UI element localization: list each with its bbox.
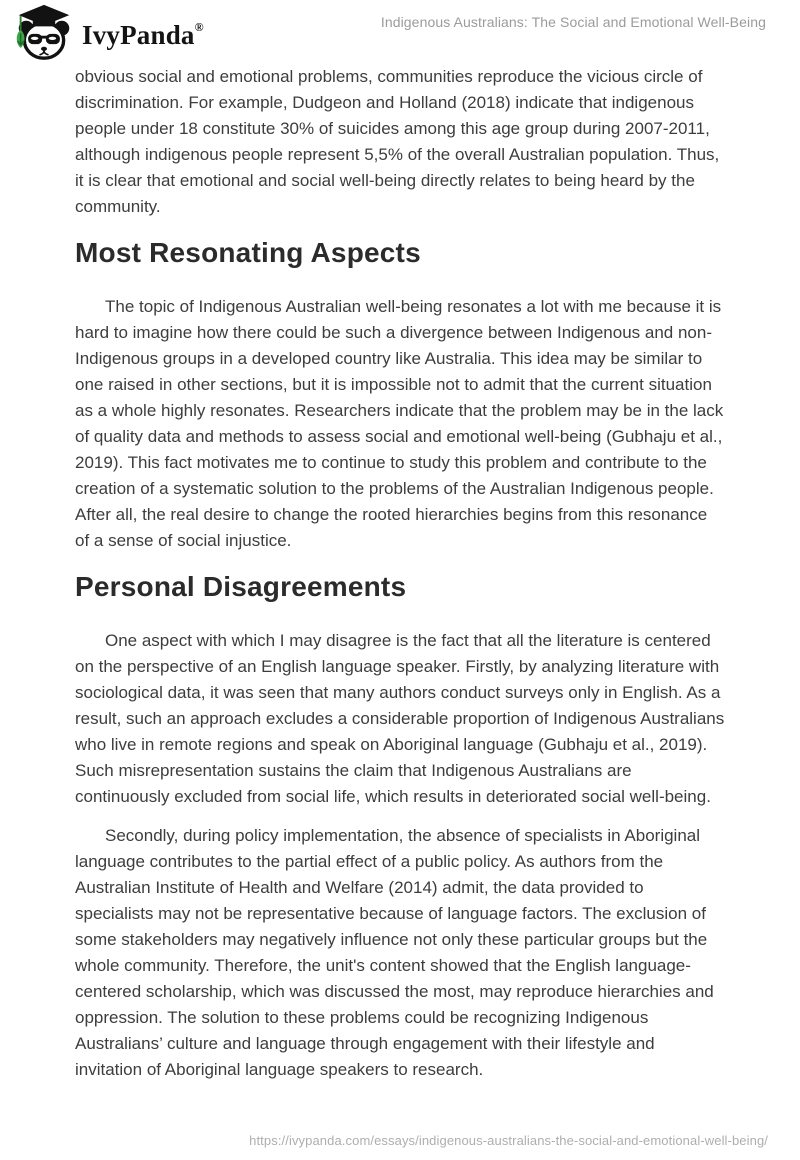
section-heading-most-resonating-aspects: Most Resonating Aspects (75, 237, 421, 268)
essay-content (75, 64, 725, 1096)
essay-paragraph: Secondly, during policy implementation, the absence of specialists in Aboriginal language contributes to the partial effect of a public policy. As authors from the Australian Institute of Health and Welfare (2014) admit, the data provided to specialists may not be representative because of language factors. The exclusion of some stakeholders may negatively influence not only these particular groups but the whole community. Therefore, the unit's content showed that the English language-centered scholarship, which was discussed the most, may reproduce hierarchies and oppression. The solution to these problems could be recognizing Indigenous Australians’ culture and language through engagement with their lifestyle and invitation of Aboriginal language speakers to research. (75, 826, 714, 1079)
essay-paragraph-continuation: obvious social and emotional problems, communities reproduce the vicious circle of discrimination. For example, Dudgeon and Holland (2018) indicate that indigenous people under 18 constitute 30% of suicides among this age group during 2007-2011, although indigenous people represent 5,5% of the overall Australian population. Thus, it is clear that emotional and social well-being directly relates to being heard by the community. (75, 67, 720, 216)
section-heading-personal-disagreements: Personal Disagreements (75, 571, 407, 602)
registered-trademark-symbol: ® (194, 20, 204, 34)
document-title: Indigenous Australians: The Social and Emotional Well-Being (380, 14, 766, 30)
source-url: https://ivypanda.com/essays/indigenous-australians-the-social-and-emotional-well-being/ (249, 1133, 768, 1148)
brand-wordmark (82, 15, 204, 49)
essay-paragraph: One aspect with which I may disagree is the fact that all the literature is centered on the perspective of an English language speaker. Firstly, by analyzing literature with sociological data, it was seen that many authors conduct surveys only in English. As a result, such an approach excludes a considerable proportion of Indigenous Australians who live in remote regions and speak on Aboriginal language (Gubhaju et al., 2019). Such misrepresentation sustains the claim that Indigenous Australians are continuously excluded from social life, which results in deteriorated social well-being. (75, 631, 725, 806)
brand-name: IvyPanda (82, 20, 195, 50)
essay-paragraph: The topic of Indigenous Australian well-being resonates a lot with me because it is hard to imagine how there could be such a divergence between Indigenous and non-Indigenous groups in a developed country like Australia. This idea may be similar to one raised in other sections, but it is impossible not to admit that the current situation as a whole highly resonates. Researchers indicate that the problem may be in the lack of quality data and methods to assess social and emotional well-being (Gubhaju et al., 2019). This fact motivates me to continue to study this problem and contribute to the creation of a systematic solution to the problems of the Australian Indigenous people. After all, the real desire to change the rooted hierarchies begins from this resonance of a sense of social injustice. (75, 297, 724, 550)
panda-graduate-icon (13, 3, 75, 61)
ivypanda-logo (13, 3, 204, 61)
page-header (0, 0, 800, 70)
